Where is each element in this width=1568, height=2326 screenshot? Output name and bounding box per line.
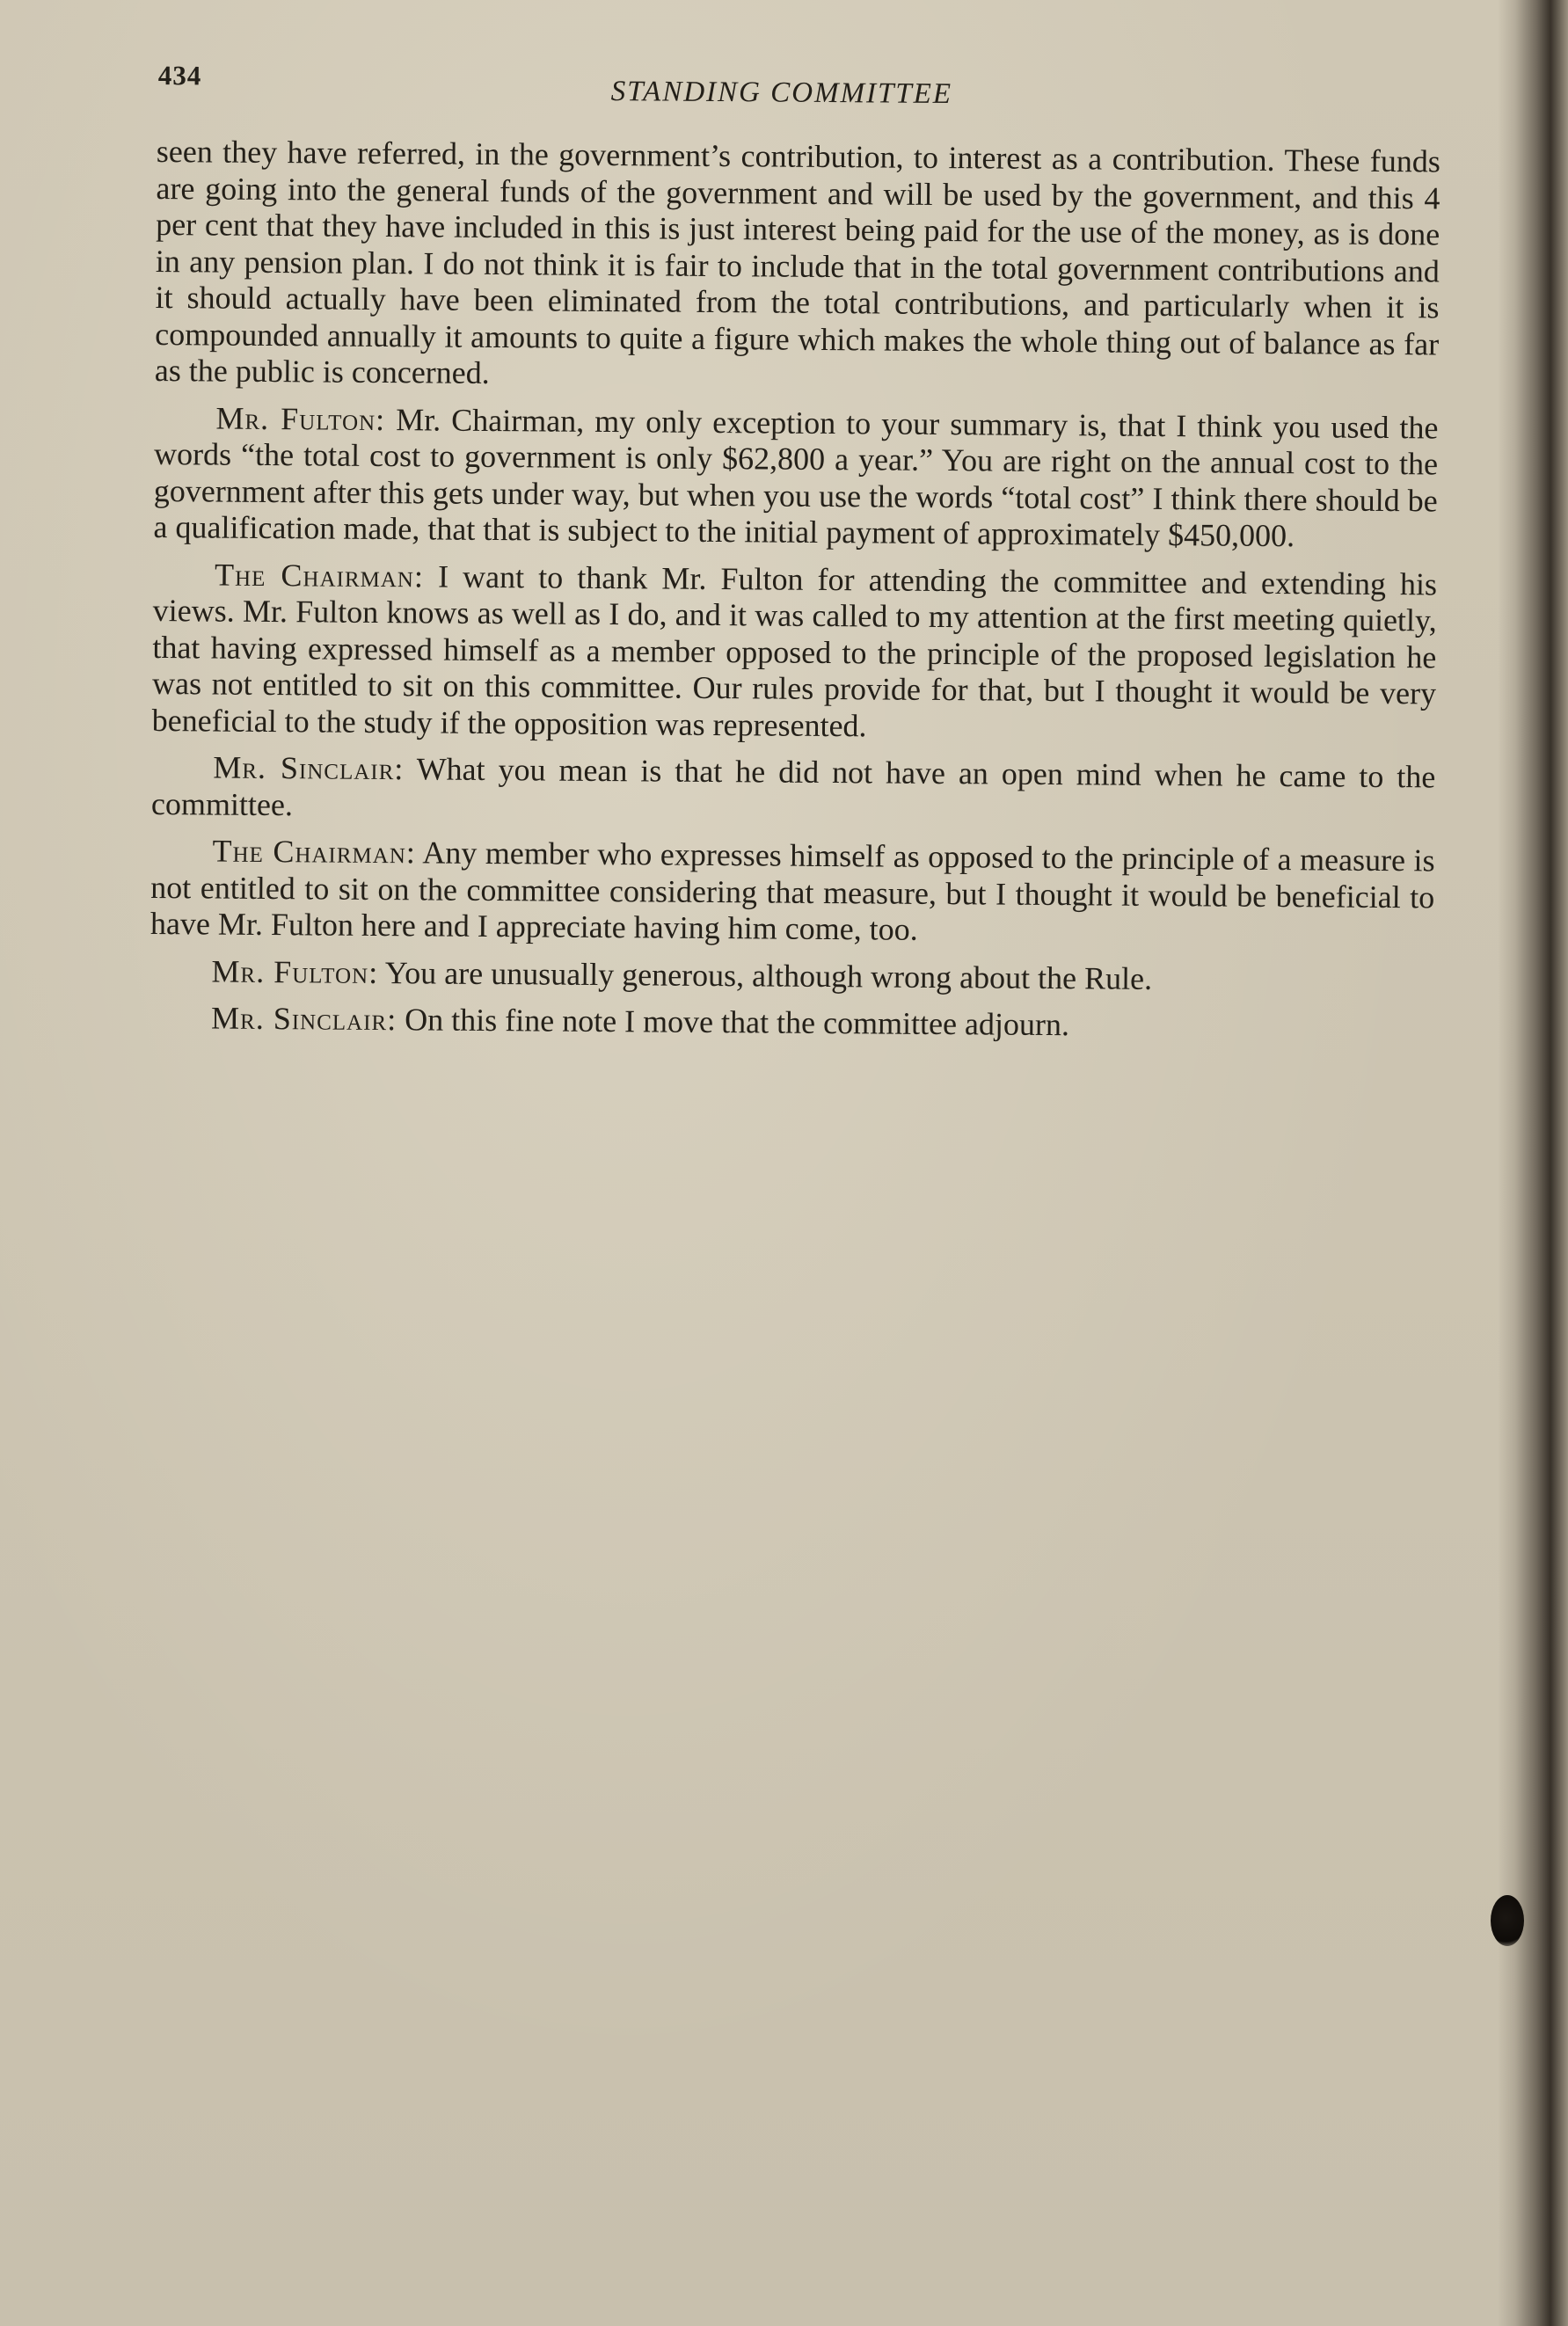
paragraph-sinclair-2 — [150, 1000, 1433, 1046]
paragraph-text: On this fine note I move that the committee adjourn. — [405, 1002, 1070, 1043]
binding-shadow — [1498, 0, 1568, 2326]
running-head-title: STANDING COMMITTEE — [610, 76, 953, 111]
binding-hole — [1491, 1895, 1524, 1946]
paragraph-fulton-1 — [153, 399, 1438, 555]
running-head — [158, 60, 1460, 123]
speaker-name: Mr. Fulton: — [215, 400, 386, 437]
paragraph-text: Mr. Chairman, my only exception to your summary is, that I think you used the words “the total cost to government is only $62,800 a year.” You are right on the annual cost to the government after this gets under way, but when you use the words “total cost” I think there should be a qualification made, that that is subject to the initial payment of approximately $450,000. — [153, 401, 1439, 554]
speaker-name: Mr. Fulton: — [211, 953, 379, 990]
paragraph-fulton-2 — [150, 952, 1433, 999]
paragraph-text: I want to thank Mr. Fulton for attending the committee and extending his views. Mr. Fulton knows as well as I do, and it was called to my attention at the first meeting quietly, that having expressed himself as a member opposed to the principle of the proposed legislation he was not entitled to sit on this committee. Our rules provide for that, but I thought it would be very beneficial to the study if the opposition was represented. — [151, 558, 1438, 743]
paragraph-text: You are unusually generous, although wrong about the Rule. — [384, 954, 1153, 996]
paragraph-chairman-1 — [152, 556, 1438, 748]
speaker-name: The Chairman: — [214, 557, 425, 594]
paragraph-continuation — [155, 134, 1440, 399]
speaker-name: The Chairman: — [212, 833, 417, 871]
body-text — [150, 134, 1440, 1057]
paragraph-text: What you mean is that he did not have an open mind when he came to the committee. — [150, 751, 1436, 822]
paragraph-text: seen they have referred, in the government’s contribution, to interest as a contribution. These funds are going into the general funds of the government and will be used by the government, and this 4 per cent that they have included in this is just interest being paid for the use of the money, as is done in any pension plan. I do not think it is fair to include that in the total government contributions and it should actually have been eliminated from the total contributions, and particularly when it is compounded annually it amounts to quite a figure which makes the whole thing out of balance as far as the public is concerned. — [154, 134, 1440, 390]
paragraph-sinclair-1 — [151, 749, 1436, 832]
speaker-name: Mr. Sinclair: — [213, 749, 405, 787]
paragraph-chairman-2 — [150, 833, 1435, 952]
page-number: 434 — [157, 60, 202, 91]
speaker-name: Mr. Sinclair: — [210, 1000, 397, 1038]
paragraph-text: Any member who expresses himself as opposed to the principle of a measure is not entitled to sit on the committee considering that measure, but I thought it would be beneficial to have Mr. Fulton here and I appreciate having him come, too. — [150, 835, 1435, 947]
